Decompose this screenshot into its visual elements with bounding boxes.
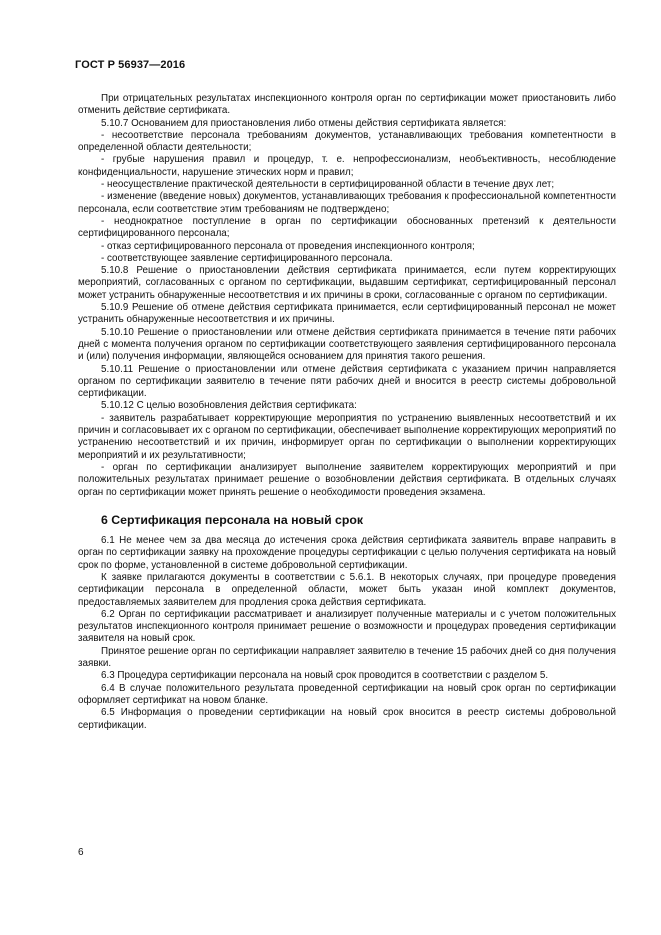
paragraph: - неоднократное поступление в орган по сертификации обоснованных претензий к деятельности сертифицированного персонала;: [78, 215, 616, 240]
paragraph: 5.10.12 С целью возобновления действия сертификата:: [101, 400, 357, 412]
paragraph: 6.1 Не менее чем за два месяца до истечения срока действия сертификата заявитель вправе направить в орган по сертификации заявку на прохождение процедуры сертификации с целью получения сертификата на новый срок по форме, установленной в системе добровольной сертификации.: [78, 535, 616, 571]
paragraph: 5.10.11 Решение о приостановлении или отмене действия сертификата с указанием причин направляется органом по сертификации заявителю в течение пяти рабочих дней и вносится в реестр системы добровольной сертификации.: [78, 363, 616, 400]
section-5-continuation: [78, 93, 616, 499]
document-header: ГОСТ Р 56937—2016: [75, 59, 186, 71]
paragraph: К заявке прилагаются документы в соответствии с 5.6.1. В некоторых случаях, при процедуре проведения сертификации персонала в определенной области, может быть указан иной комплект документов, предоставляемых заявителем для продления срока действия сертификата.: [78, 571, 616, 608]
paragraph: 6.4 В случае положительного результата проведенной сертификации на новый срок орган по сертификации оформляет сертификат на новом бланке.: [78, 682, 616, 706]
paragraph: - отказ сертифицированного персонала от проведения инспекционного контроля;: [101, 240, 475, 252]
paragraph: 5.10.10 Решение о приостановлении или отмене действия сертификата принимается в течение пяти рабочих дней с момента получения органом по сертификации соответствующего заявления сертифицированного персонала и (или) получения информации, являющейся основанием для принятия такого решения.: [78, 326, 616, 363]
paragraph: 6.2 Орган по сертификации рассматривает и анализирует полученные материалы и с учетом положительных результатов инспекционного контроля принимает решение о возможности и процедурах проведения сертификации заявителя на новый срок.: [78, 608, 616, 645]
paragraph: - несоответствие персонала требованиям документов, устанавливающих требования компетентности в определенной области деятельности;: [78, 129, 616, 154]
paragraph: 6.3 Процедура сертификации персонала на новый срок проводится в соответствии с разделом 5.: [101, 670, 549, 682]
paragraph: - изменение (введение новых) документов, устанавливающих требования к профессиональной компетентности персонала, если соответствие этим требованиям не подтверждено;: [78, 191, 616, 215]
paragraph: Принятое решение орган по сертификации направляет заявителю в течение 15 рабочих дней со дня получения заявки.: [78, 645, 616, 670]
paragraph: 5.10.9 Решение об отмене действия сертификата принимается, если сертифицированный персонал не может устранить обнаруженные несоответствия и их причины.: [78, 302, 616, 326]
paragraph: 6.5 Информация о проведении сертификации на новый срок вносится в реестр системы добровольной сертификации.: [78, 707, 616, 731]
paragraph: - грубые нарушения правил и процедур, т. е. непрофессионализм, необъективность, несоблюдение конфиденциальности, нарушение этических норм и правил;: [78, 154, 616, 178]
paragraph: - соответствующее заявление сертифицированного персонала.: [101, 252, 393, 264]
document-body: [78, 93, 616, 732]
paragraph: - неосуществление практической деятельности в сертифицированной области в течение двух лет;: [101, 179, 555, 191]
paragraph: 5.10.8 Решение о приостановлении действия сертификата принимается, если путем корректирующих мероприятий, согласованных с органом по сертификации, выдавшим сертификат, сертифицированный персонал может устранить обнаруженные несоответствия и их причины в сроки, согласованные с органом по сертификации.: [78, 265, 616, 301]
paragraph: 5.10.7 Основанием для приостановления либо отмены действия сертификата является:: [101, 117, 507, 129]
page-number: 6: [78, 847, 84, 858]
paragraph: При отрицательных результатах инспекционного контроля орган по сертификации может приостановить либо отменить действие сертификата.: [78, 93, 616, 117]
paragraph: - заявитель разрабатывает корректирующие мероприятия по устранению выявленных несоответствий и их причин и согласовывает их с органом по сертификации, обеспечивает выполнение корректирующих мероприятий по устранению несоответствий и их причин, информирует орган по сертификации о выполнении корректирующих мероприятий и их результативности;: [78, 412, 616, 461]
paragraph: - орган по сертификации анализирует выполнение заявителем корректирующих мероприятий и при положительных результатах принимает решение о возобновлении действия сертификата. В отдельных случаях орган по сертификации может принять решение о необходимости проведения экзамена.: [78, 461, 616, 498]
section-6-title: 6 Сертификация персонала на новый срок: [101, 512, 364, 527]
section-6-body: [78, 535, 616, 732]
